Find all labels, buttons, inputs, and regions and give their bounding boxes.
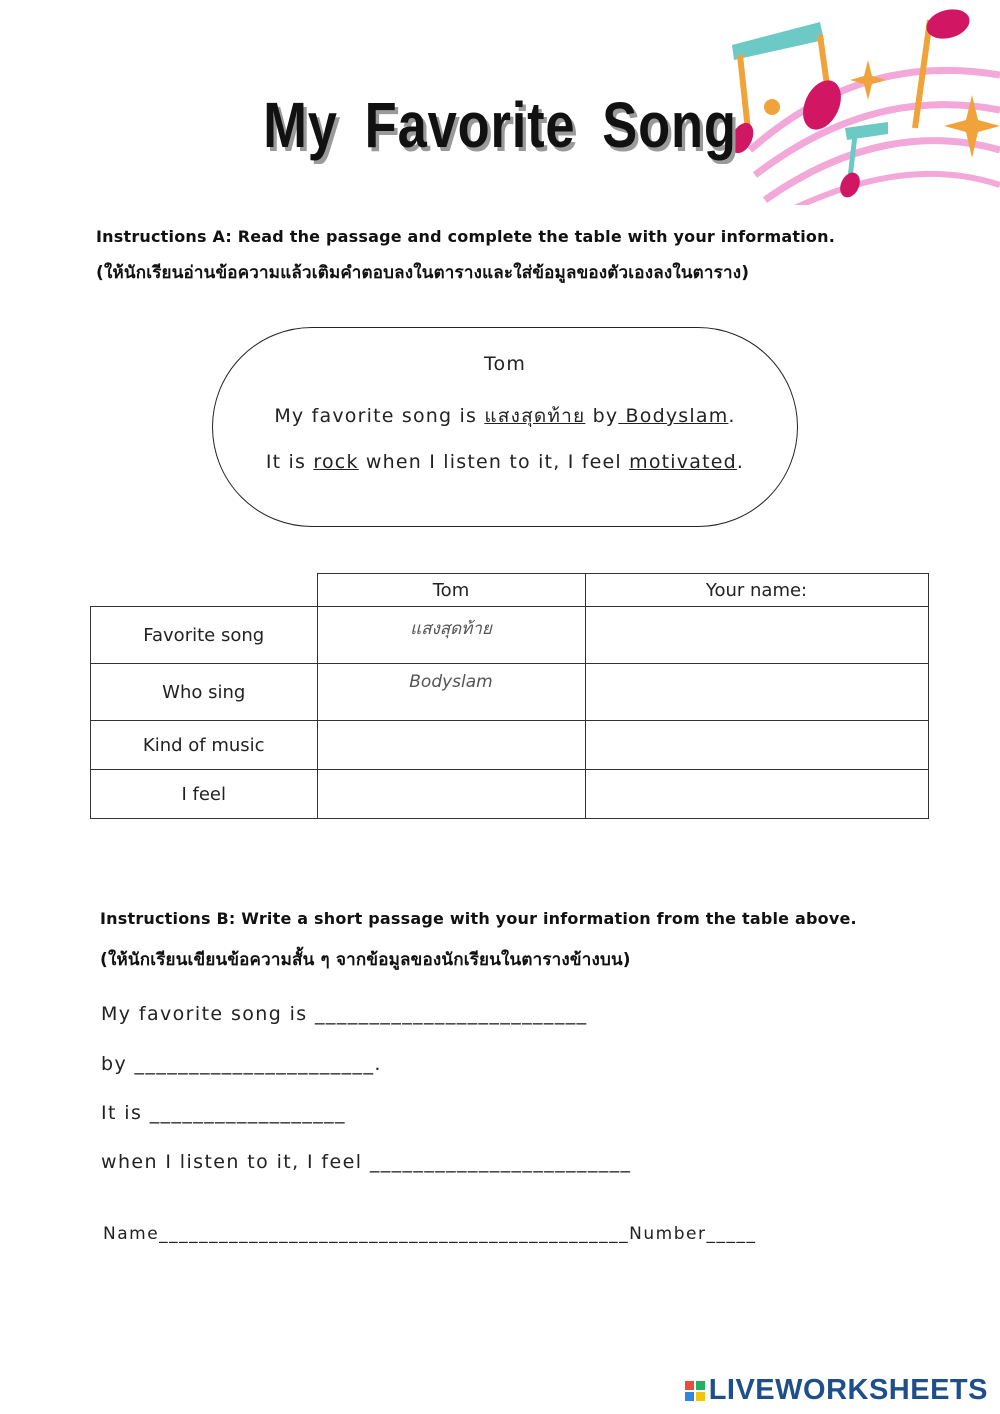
instructions-a-thai: (ให้นักเรียนอ่านข้อความแล้วเติมคำตอบลงในตารางและใส่ข้อมูลของตัวเองลงในตาราง) <box>96 263 750 283</box>
your-answer-input[interactable] <box>585 664 928 721</box>
instructions-b-thai: (ให้นักเรียนเขียนข้อความสั้น ๆ จากข้อมูลของนักเรียนในตารางข้างบน) <box>100 950 631 970</box>
tom-answer-input[interactable] <box>317 770 585 819</box>
passage-text: by <box>585 405 619 427</box>
passage-song: แสงสุดท้าย <box>484 405 586 427</box>
your-answer-input[interactable] <box>585 607 928 664</box>
row-label: I feel <box>91 770 318 819</box>
fill-line-feeling[interactable]: when I listen to it, I feel ________________________ <box>101 1151 632 1173</box>
table-row <box>91 607 929 664</box>
liveworksheets-brand <box>685 1374 988 1407</box>
instructions-b-english: Instructions B: Write a short passage with your information from the table above. <box>100 909 857 928</box>
table-header-your-name: Your name: <box>585 574 928 607</box>
passage-genre: rock <box>313 451 359 473</box>
tom-answer: Bodyslam <box>317 664 585 721</box>
tom-answer: แสงสุดท้าย <box>317 607 585 664</box>
table-header-row <box>91 574 929 607</box>
table-corner <box>91 574 318 607</box>
brand-name: LIVEWORKSHEETS <box>708 1374 988 1406</box>
table-row <box>91 770 929 819</box>
tom-answer-input[interactable] <box>317 721 585 770</box>
passage-text: . <box>736 451 745 473</box>
passage-text: . <box>728 405 736 427</box>
beamed-note-icon <box>732 22 824 60</box>
passage-line-2 <box>213 451 797 473</box>
table-row <box>91 721 929 770</box>
table-header-tom: Tom <box>317 574 585 607</box>
brand-logo-icon <box>685 1381 705 1401</box>
name-number-line[interactable]: Name_______________________________________________Number_____ <box>103 1224 757 1244</box>
your-answer-input[interactable] <box>585 721 928 770</box>
row-label: Favorite song <box>91 607 318 664</box>
staff-line-icon <box>780 174 1000 205</box>
passage-box <box>212 327 798 527</box>
passage-artist: Bodyslam <box>618 405 729 427</box>
row-label: Who sing <box>91 664 318 721</box>
row-label: Kind of music <box>91 721 318 770</box>
fill-line-genre[interactable]: It is __________________ <box>101 1102 346 1124</box>
passage-name: Tom <box>483 353 527 375</box>
page-title: My Favorite Song <box>263 89 737 161</box>
passage-text: when I listen to it, I feel <box>358 451 630 473</box>
fill-line-artist[interactable]: by ______________________. <box>101 1053 382 1075</box>
passage-line-1 <box>213 401 797 431</box>
fill-line-song[interactable]: My favorite song is _________________________ <box>101 1003 588 1025</box>
passage-text: It is <box>265 451 314 473</box>
info-table <box>90 573 929 819</box>
table-row <box>91 664 929 721</box>
passage-text: My favorite song is <box>274 405 485 427</box>
instructions-a-english: Instructions A: Read the passage and complete the table with your information. <box>96 227 835 246</box>
passage-feeling: motivated <box>629 451 737 473</box>
your-answer-input[interactable] <box>585 770 928 819</box>
